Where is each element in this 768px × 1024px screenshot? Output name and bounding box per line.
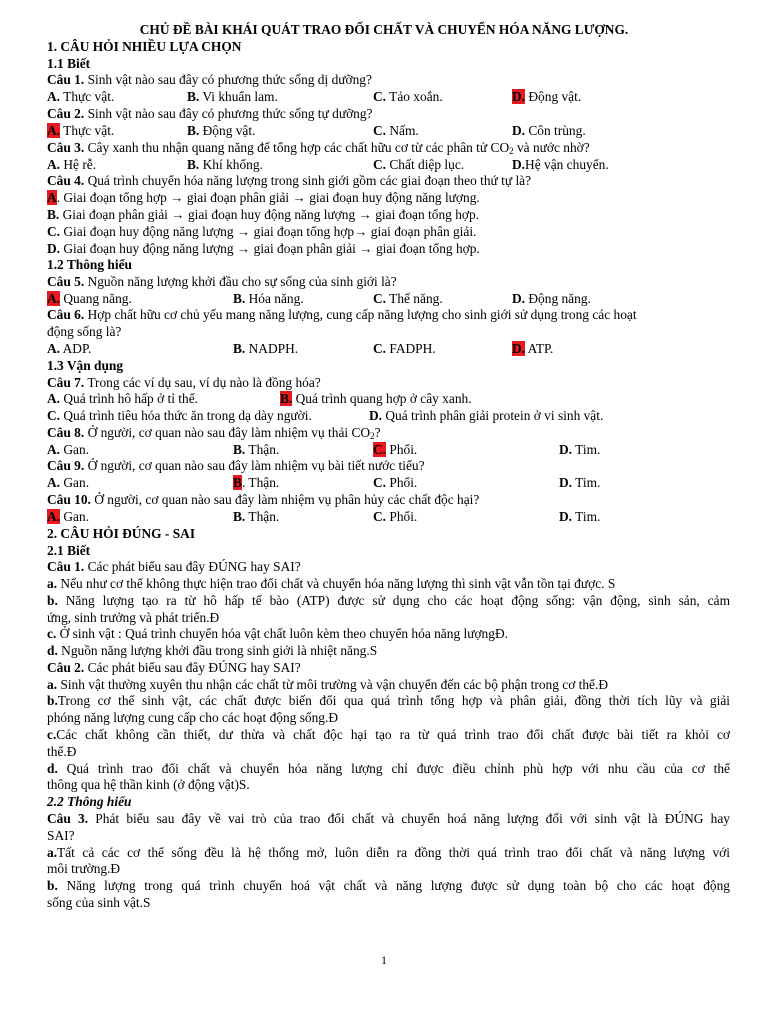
option-c: C. Giai đoạn huy động năng lượng → giai đoạn tổng hợp→ giai đoạn phân giải. [47, 224, 477, 239]
tf-3-statement-a-cont: môi trường.Đ [47, 861, 121, 876]
tf-question-1: Câu 1. Các phát biểu sau đây ĐÚNG hay SAI? [47, 559, 301, 574]
option-d: D. Quá trình phân giải protein ở vi sinh vật. [369, 408, 604, 423]
answer-highlight: A. [47, 509, 61, 524]
tf-1-statement-b-cont: ứng, sinh trưởng và phát triển.Đ [47, 610, 220, 625]
option-d-answer: D. Động vật. [512, 89, 582, 104]
option-c-answer: C. Phổi. [373, 442, 418, 457]
tf-2-statement-b-cont: phóng năng lượng cung cấp cho các hoạt động sống.Đ [47, 710, 339, 725]
option-d-answer: D. ATP. [512, 341, 554, 356]
option-b: B. Vi khuẩn lam. [187, 89, 278, 104]
tf-2-statement-c-cont: thể.Đ [47, 744, 77, 759]
tf-1-statement-d: d. Nguồn năng lượng khởi đầu trong sinh giới là nhiệt năng.S [47, 643, 378, 658]
question-3: Câu 3. Cây xanh thu nhận quang năng để tổng hợp các chất hữu cơ từ các phân tử $CO_2$ và nước nhờ? [47, 140, 590, 156]
tf-3-statement-b-cont: sống của sinh vật.S [47, 895, 151, 910]
subsection-1-2: 1.2 Thông hiểu [47, 257, 132, 272]
question-1: Câu 1. Sinh vật nào sau đây có phương thức sống dị dưỡng? [47, 72, 372, 87]
tf-2-statement-c: c.Các chất không cần thiết, dư thừa và chất độc hại tạo ra từ quá trình trao đổi chất được bài tiết ra khỏi cơ [47, 727, 730, 742]
option-a: A. Hệ rễ. [47, 157, 97, 172]
option-c: C. Chất diệp lục. [373, 157, 465, 172]
option-a: A. Gan. [47, 442, 90, 457]
option-b-answer: B. Thận. [233, 475, 280, 490]
option-c: C. Quá trình tiêu hóa thức ăn trong dạ dày người. [47, 408, 312, 423]
option-d: D. Giai đoạn huy động năng lượng → giai đoạn phân giải → giai đoạn tổng hợp. [47, 241, 480, 256]
option-c: C. Phổi. [373, 475, 418, 490]
question-6-cont: động sống là? [47, 324, 122, 339]
option-a-answer: A. Gan. [47, 509, 90, 524]
option-c: C. Nấm. [373, 123, 419, 138]
option-b-answer: B. Quá trình quang hợp ở cây xanh. [280, 391, 472, 406]
tf-1-statement-b: b. Năng lượng tạo ra từ hô hấp tế bào (ATP) được sử dụng cho các hoạt động sống: vận động, sinh sản, cảm [47, 593, 730, 608]
tf-question-3-cont: SAI? [47, 828, 75, 843]
option-a-answer: A. Giai đoạn tổng hợp → giai đoạn phân giải → giai đoạn huy động năng lượng. [47, 190, 480, 205]
subsection-2-1: 2.1 Biết [47, 543, 91, 558]
tf-2-statement-d-cont: thông qua hệ thần kinh (ở động vật)S. [47, 777, 250, 792]
option-a-answer: A. Quang năng. [47, 291, 132, 306]
option-b: B. Động vật. [187, 123, 256, 138]
tf-2-statement-d: d. Quá trình trao đổi chất và chuyển hóa năng lượng chỉ được điều chỉnh phù hợp với nhu cầu của cơ thể [47, 761, 730, 776]
tf-1-statement-c: c. Ở sinh vật : Quá trình chuyển hóa vật chất luôn kèm theo chuyển hóa năng lượngĐ. [47, 626, 508, 641]
question-5: Câu 5. Nguồn năng lượng khởi đầu cho sự sống của sinh giới là? [47, 274, 397, 289]
answer-highlight: A. [47, 123, 61, 138]
option-d: D.Hệ vận chuyển. [512, 157, 609, 172]
option-b: B. Khí khổng. [187, 157, 263, 172]
answer-highlight: B. [280, 391, 293, 406]
option-b: B. Thận. [233, 509, 280, 524]
tf-question-3: Câu 3. Phát biểu sau đây về vai trò của trao đổi chất và chuyển hoá năng lượng đối với sinh vật là ĐÚNG hay [47, 811, 730, 826]
option-b: B. Thận. [233, 442, 280, 457]
tf-1-statement-a: a. Nếu như cơ thể không thực hiện trao đổi chất và chuyển hóa năng lượng thì sinh vật vẫn tồn tại được. S [47, 576, 616, 591]
answer-highlight: A [47, 190, 57, 205]
option-b: B. Hóa năng. [233, 291, 304, 306]
section-1-heading: 1. CÂU HỎI NHIỀU LỰA CHỌN [47, 39, 242, 54]
subsection-1-3: 1.3 Vận dụng [47, 358, 124, 373]
answer-highlight: B [233, 475, 242, 490]
option-d: D. Tim. [559, 442, 601, 457]
option-d: D. Động năng. [512, 291, 591, 306]
option-b: B. NADPH. [233, 341, 299, 356]
option-a: A. Gan. [47, 475, 90, 490]
option-d: D. Tim. [559, 475, 601, 490]
question-8: Câu 8. Ở người, cơ quan nào sau đây làm nhiệm vụ thải $CO_2$? [47, 425, 381, 441]
option-c: C. FADPH. [373, 341, 436, 356]
tf-question-2: Câu 2. Các phát biểu sau đây ĐÚNG hay SAI? [47, 660, 301, 675]
option-c: C. Thế năng. [373, 291, 443, 306]
question-2: Câu 2. Sinh vật nào sau đây có phương thức sống tự dưỡng? [47, 106, 373, 121]
option-a: A. ADP. [47, 341, 92, 356]
question-7: Câu 7. Trong các ví dụ sau, ví dụ nào là đồng hóa? [47, 375, 321, 390]
answer-highlight: A. [47, 291, 61, 306]
tf-3-statement-a: a.Tất cả các cơ thể sống đều là hệ thống mở, luôn diễn ra đồng thời quá trình trao đổi chất và năng lượng với [47, 845, 730, 860]
option-a-answer: A. Thực vật. [47, 123, 115, 138]
question-6: Câu 6. Hợp chất hữu cơ chủ yếu mang năng lượng, cung cấp năng lượng cho sinh giới sử dụng trong các hoạt [47, 307, 637, 322]
doc-title: CHỦ ĐỀ BÀI KHÁI QUÁT TRAO ĐỔI CHẤT VÀ CHUYỂN HÓA NĂNG LƯỢNG. [139, 22, 629, 37]
tf-2-statement-a: a. Sinh vật thường xuyên thu nhận các chất từ môi trường và vận chuyển đến các bộ phận trong cơ thể.Đ [47, 677, 609, 692]
question-9: Câu 9. Ở người, cơ quan nào sau đây làm nhiệm vụ bài tiết nước tiểu? [47, 458, 425, 473]
option-a: A. Quá trình hô hấp ở tỉ thể. [47, 391, 199, 406]
answer-highlight: D. [512, 89, 526, 104]
option-b: B. Giai đoạn phân giải → giai đoạn huy động năng lượng → giai đoạn tổng hợp. [47, 207, 480, 222]
question-4: Câu 4. Quá trình chuyển hóa năng lượng trong sinh giới gồm các giai đoạn theo thứ tự là? [47, 173, 532, 188]
option-c: C. Phổi. [373, 509, 418, 524]
option-d: D. Côn trùng. [512, 123, 586, 138]
option-d: D. Tim. [559, 509, 601, 524]
option-a: A. Thực vật. [47, 89, 115, 104]
tf-3-statement-b: b. Năng lượng trong quá trình chuyển hoá vật chất và năng lượng được sử dụng toàn bộ cho các hoạt động [47, 878, 730, 893]
tf-2-statement-b: b.Trong cơ thể sinh vật, các chất được biến đổi qua quá trình tổng hợp và phân giải, đồng thời tích lũy và giải [47, 693, 730, 708]
subsection-2-2: 2.2 Thông hiểu [47, 794, 132, 809]
subsection-1-1: 1.1 Biết [47, 56, 91, 71]
question-10: Câu 10. Ở người, cơ quan nào sau đây làm nhiệm vụ phân hủy các chất độc hại? [47, 492, 480, 507]
answer-highlight: D. [512, 341, 526, 356]
option-c: C. Tảo xoắn. [373, 89, 443, 104]
answer-highlight: C. [373, 442, 387, 457]
page-number: 1 [381, 953, 387, 967]
section-2-heading: 2. CÂU HỎI ĐÚNG - SAI [47, 526, 196, 541]
